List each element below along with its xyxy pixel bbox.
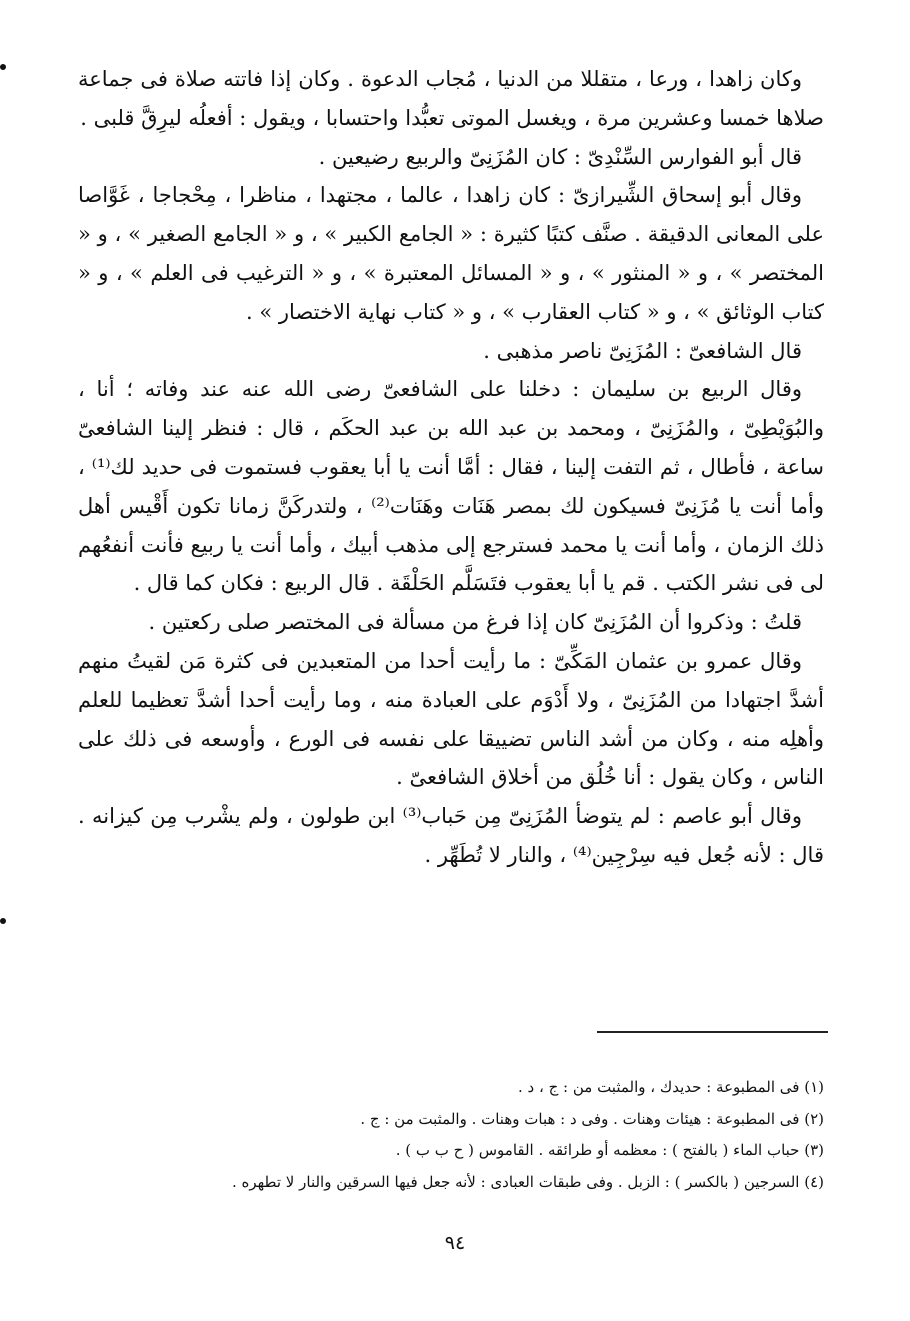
paragraph: وقال أبو إسحاق الشِّيرازىّ : كان زاهدا ، عالما ، مجتهدا ، مناظرا ، مِحْجاجا ، غَوَّاصا على المعانى الدقيقة . صنَّف كتبًا كثيرة : « الجامع الكبير » ، و « الجامع الصغير » ، و « المختصر » ، و « المنثور » ، و « المسائل المعتبرة » ، و « الترغيب فى العلم » ، و « كتاب الوثائق » ، و « كتاب العقارب » ، و « كتاب نهاية الاختصار » . — [78, 183, 824, 324]
paragraph: قال أبو الفوارس السِّنْدِىّ : كان المُزَنِىّ والربيع رضيعين . — [318, 144, 802, 169]
footnote: (٤) السرجين ( بالكسر ) : الزبل . وفى طبقات العبادى : لأنه جعل فيها السرقين والنار لا تطهره . — [231, 1172, 824, 1191]
paragraph: وقال الربيع بن سليمان : دخلنا على الشافعىّ رضى الله عنه عند وفاته ؛ أنا ، والبُوَيْطِىّ ، والمُزَنِىّ ، ومحمد بن عبد الله بن عبد الحكَم ، قال : فنظر إلينا الشافعىّ ساعة ، فأطال ، ثم التفت إلينا ، فقال : أمَّا أنت يا أبا يعقوب فستموت فى حديد لك⁽¹⁾ ، وأما أنت يا مُزَنِىّ فسيكون لك بمصر هَنَات وهَنَات⁽²⁾ ، ولتدركَنَّ زمانا تكون أَقْيس أهل ذلك الزمان ، وأما أنت يا محمد فسترجع إلى مذهب أبيك ، وأما أنت يا ربيع فأنت أنفعُهم لى فى نشر الكتب . قم يا أبا يعقوب فتَسَلَّم الحَلْقَة . قال الربيع : فكان كما قال . — [78, 377, 824, 596]
footnote: (١) فى المطبوعة : حديدك ، والمثبت من : ج ، د . — [517, 1078, 824, 1096]
footnote-separator — [597, 1031, 828, 1033]
paragraph: وقال أبو عاصم : لم يتوضأ المُزَنِىّ مِن حَباب⁽³⁾ ابن طولون ، ولم يشْرب مِن كيزانه . قال : لأنه جُعل فيه سِرْجِين⁽⁴⁾ ، والنار لا تُطَهِّر . — [78, 804, 824, 867]
margin-dot — [0, 918, 6, 924]
footnote: (٢) فى المطبوعة : هيئات وهنات . وفى د : هبات وهنات . والمثبت من : ج . — [360, 1109, 824, 1128]
footnote: (٣) حباب الماء ( بالفتح ) : معظمه أو طرائقه . القاموس ( ح ب ب ) . — [395, 1141, 824, 1159]
paragraph: قلتُ : وذكروا أن المُزَنِىّ كان إذا فرغ من مسألة فى المختصر صلى ركعتين . — [148, 610, 802, 635]
paragraph: قال الشافعىّ : المُزَنِىّ ناصر مذهبى . — [483, 338, 802, 363]
main-text-body — [78, 60, 824, 875]
paragraph: وكان زاهدا ، ورعا ، متقللا من الدنيا ، مُجاب الدعوة . وكان إذا فاتته صلاة فى جماعة صلاها خمسا وعشرين مرة ، ويغسل الموتى تعبُّدا واحتسابا ، ويقول : أفعلُه ليرِقَّ قلبى . — [78, 67, 824, 130]
page-number: ٩٤ — [444, 1232, 466, 1254]
margin-dot — [0, 64, 6, 70]
footnotes-section — [78, 1072, 824, 1198]
paragraph: وقال عمرو بن عثمان المَكِّىّ : ما رأيت أحدا من المتعبدين فى كثرة مَن لقيتُ منهم أشدَّ اجتهادا من المُزَنِىّ ، ولا أَدْوَم على العبادة منه ، وما رأيت أحدا أشدَّ تعظيما للعلم وأهلِه منه ، وكان من أشد الناس تضييقا على نفسه فى الورع ، وأوسعه فى ذلك على الناس ، وكان يقول : أنا خُلُق من أخلاق الشافعىّ . — [78, 648, 824, 790]
